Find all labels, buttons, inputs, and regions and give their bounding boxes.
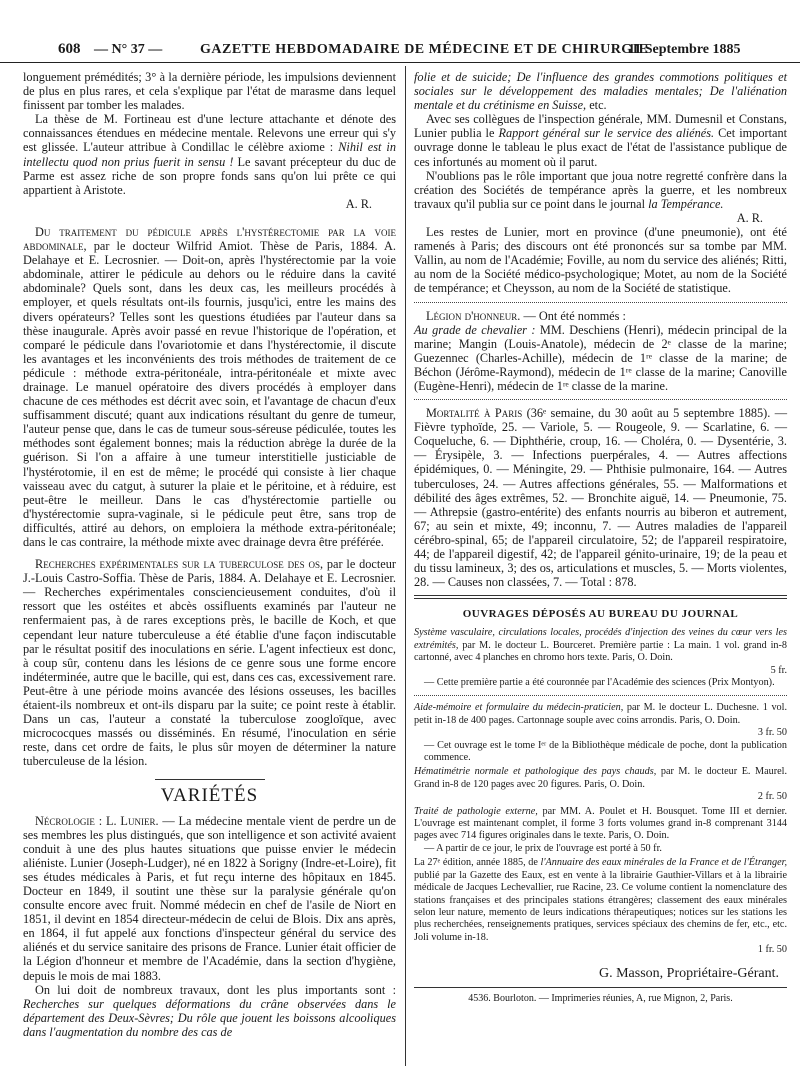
journal-name: la Tempérance. [648, 196, 724, 211]
divider [155, 779, 265, 780]
book-entry: Hématimétrie normale et pathologique des pays chauds, par M. le docteur E. Maurel. Grand in-8 de 120 pages avec 20 figures. Paris, O. Doin. 2 fr. 50 [414, 766, 788, 803]
paragraph: Avec ses collègues de l'inspection générale, MM. Dumesnil et Constans, Lunier publia le Rapport général sur le service des aliénés. Cet important ouvrage donne le tableau le plus exact de l'état de l'assistance publique de ces infortunés au moment où il parut. [414, 112, 788, 169]
issue-date: 11 Septembre 1885 [628, 42, 741, 57]
book-list [414, 627, 787, 956]
book-entry: Système vasculaire, circulations locales, procédés d'injection des veines du cœur vers les extrémités, par M. le docteur L. Bourceret. Première partie : La main. 1 vol. grand in-8 cartonné, avec 4 planches en chromo hors texte. Paris, O. Doin. 5 fr. — Cette première partie a été couronnée par l'Académie des sciences (Prix Montyon). [414, 627, 787, 688]
journal-title: GAZETTE HEBDOMADAIRE DE MÉDECINE ET DE CHIRURGIE [200, 42, 649, 57]
signature: A. R. [345, 196, 372, 211]
book-entry: Traité de pathologie externe, par MM. A. Poulet et H. Bousquet. Tome III et dernier. L'ouvrage est maintenant complet, il forme 3 forts volumes grand in-8 comprenant 3144 pages avec 714 figures originales dans le texte. Paris, O. Doin. — A partir de ce jour, le prix de l'ouvrage est porté à 50 fr. [414, 805, 788, 854]
left-column [23, 70, 396, 1039]
divider [414, 302, 787, 303]
section-title-varietes: VARIÉTÉS [160, 784, 259, 806]
review-tuberculose: Recherches expérimentales sur la tuberculose des os, par le docteur J.-Louis Castro-Soffia. Thèse de Paris, 1884. A. Delahaye et E. Lecrosnier. — Recherches expérimentales consciencieusement conduites, d'où il ressort que les ostéites et abcès ossifluents examinés par l'auteur ne renfermaient pas, à de rares exceptions près, le bacille de Koch, et que cependant leur nature tuberculeuse a été établie d'une façon indiscutable par le résultat positif des inoculations en série. L'agent infectieux est donc, à coup sûr, contenu dans les lésions de ce genre sous une forme encore indéterminée, autre que le bacille, qui est, dans ces cas, excessivement rare. Peut-être à une période moins avancée des lésions osseuses, les bacilles étaient-ils nombreux et ont-ils disparu par la suite; ce point reste à établir. Dans un cas, l'auteur a constaté la tuberculose zoogloïque, avec micrococques massés ou disséminés. En résumé, l'inoculation en série reste, dans cet ordre de faits, le plus sûr moyen de déterminer la nature tuberculeuse de la lésion. [23, 557, 396, 769]
paragraph: N'oublions pas le rôle important que joua notre regretté confrère dans la création des Sociétés de tempérance après la guerre, et les nombreux travaux qu'il publia sur ce point dans le journal la Tempérance. [414, 168, 787, 211]
works-list: Recherches sur quelques déformations du crâne observées dans le département des Deux-Sèvres; Du rôle que jouent les boissons alcooliques dans l'augmentation du nombre des cas de [23, 996, 396, 1039]
signature: A. R. [736, 210, 763, 225]
latin-quote: Nihil est in intellectu quod non prius fuerit in sensu ! [23, 140, 396, 169]
legion-heading: Légion d'honneur. [426, 308, 521, 323]
book-title: Rapport général sur le service des aliénés. [498, 126, 715, 141]
price: 50 fr. [640, 842, 662, 854]
section-title-ouvrages: OUVRAGES DÉPOSÉS AU BUREAU DU JOURNAL [462, 608, 739, 621]
book-entry: La 27ᵉ édition, année 1885, de l'Annuaire des eaux minérales de la France et de l'Étranger, publié par la Gazette des Eaux, est en vente à la librairie Gauthier-Villars et à la librairie médicale de Jacques Lechevallier, rue Racine, 23. Ce volume contient la nomenclature des stations françaises et des principales stations étrangères; classement des eaux minérales selon leur nature, memento de leurs indications thérapeutiques; notices sur les stations les plus recherchées, renseignements pratiques, services spéciaux des chemins de fer, etc., etc. Joli volume in-18. 1 fr. 50 [414, 857, 788, 956]
issue-number: — N° 37 — [94, 42, 163, 57]
necrology-heading: Nécrologie : L. Lunier. [35, 813, 159, 828]
review-heading: Recherches expérimentales sur la tuberculose des os, [35, 557, 324, 572]
mortality-heading: Mortalité à Paris [426, 406, 523, 421]
printer-line: 4536. Bourloton. — Imprimeries réunies, A, rue Mignon, 2, Paris. [414, 987, 787, 1006]
mortality-paragraph: Mortalité à Paris (36ᵉ semaine, du 30 août au 5 septembre 1885). — Fièvre typhoïde, 25. — Variole, 5. — Rougeole, 9. — Scarlatine, 6. — Coqueluche, 6. — Diphthérie, croup, 16. — Choléra, 0. — Dysentérie, 3. — Érysipèle, 3. — Infections puerpérales, 4. — Autres affections épidémiques, 0. — Méningite, 29. — Phthisie pulmonaire, 164. — Autres tuberculoses, 24. — Autres affections générales, 55. — Malformations et débilité des âges extrêmes, 52. — Bronchite aiguë, 14. — Pneumonie, 75. — Athrepsie (gastro-entérite) des enfants nourris au biberon et autrement, 67; au sein et mixte, 49; inconnu, 7. — Autres maladies de l'appareil cérébro-spinal, 65; de l'appareil circulatoire, 52; de l'appareil respiratoire, 44; de l'appareil digestif, 42; de l'appareil génito-urinaire, 19; de la peau et du tissu lamineux, 3; des os, articulations et muscles, 5. — Morts violentes, 28. — Causes non classées, 7. — Total : 878. [414, 406, 787, 590]
running-header [0, 36, 800, 63]
divider [414, 695, 787, 696]
double-divider [414, 595, 787, 599]
price: 1 fr. 50 [757, 944, 787, 956]
column-divider [405, 66, 406, 1066]
paragraph: longuement prémédités; 3° à la dernière période, les impulsions deviennent de plus en plus rares, et cela s'explique par l'état de marasme dans lequel finissent par tomber les malades. [23, 70, 396, 113]
price: 5 fr. [770, 664, 787, 676]
divider [414, 399, 787, 400]
price: 3 fr. 50 [757, 727, 787, 739]
necrology-paragraph: Nécrologie : L. Lunier. — La médecine mentale vient de perdre un de ses membres les plus distingués, que son intelligence et son activité avaient conduit à une des plus hautes situations que puisse envier le médecin aliéniste. Lunier (Joseph-Ludger), né en 1822 à Sorigny (Indre-et-Loire), fit ses études médicales à Paris, et fut reçu interne des hôpitaux en 1845. Docteur en 1849, il soutint une thèse sur la paralysie générale qu'on consulte encore avec fruit. Nommé médecin en chef de l'asile de Niort en 1851, il devint en 1854 directeur-médecin de celui de Blois. Dix ans après, en 1864, il fut appelé aux fonctions d'inspecteur général du service des aliénés et du service sanitaire des prisons de France. Lunier était officier de la Légion d'honneur et membre de l'Académie, dans la section d'hygiène, depuis le mois de mai 1883. [23, 813, 397, 983]
book-entry: Aide-mémoire et formulaire du médecin-praticien, par M. le docteur L. Duchesne. 1 vol. petit in-18 de 400 pages. Cartonnage souple avec coins arrondis. Paris, O. Doin. 3 fr. 50 — Cet ouvrage est le tome Iᵉʳ de la Bibliothèque médicale de poche, dont la publication commence. [414, 702, 788, 764]
works-paragraph: On lui doit de nombreux travaux, dont les plus importants sont : Recherches sur quelques déformations du crâne observées dans le département des Deux-Sèvres; Du rôle que jouent les boissons alcooliques dans l'augmentation du nombre des cas de [23, 982, 396, 1039]
publisher-signature: G. Masson, Propriétaire-Gérant. [598, 965, 779, 981]
paragraph: La thèse de M. Fortineau est d'une lecture attachante et dénote des connaissances étendues en médecine mentale. Relevons une erreur qui s'y est glissée. L'auteur attribue à Condillac le célèbre axiome : Nihil est in intellectu quod non prius fuerit in sensu ! Le savant précepteur du duc de Parme est assez riche de son propre fonds sans qu'on lui prête ce qui appartient à Aristote. [23, 112, 396, 197]
review-heading: Du traitement du pédicule après l'hystérectomie par la voie abdominale, [23, 224, 396, 254]
paragraph: folie et de suicide; De l'influence des grandes commotions politiques et sociales sur le développement des maladies mentales; De l'aliénation mentale et du crétinisme en Suisse, etc. [414, 70, 787, 113]
price: 2 fr. 50 [757, 791, 787, 803]
legion-honneur: Légion d'honneur. — Ont été nommés : Au grade de chevalier : MM. Deschiens (Henri), médecin principal de la marine; Mangin (Louis-Anatole), médecin de 2ᵉ classe de la marine; Guezennec (Charles-Achille), médecin de 1ʳᵉ classe de la marine; de Béchon (Jérôme-Raymond), médecin de 1ʳᵉ classe de la marine; Canoville (Eugène-Henri), médecin de 1ʳᵉ classe de la marine. [414, 308, 787, 393]
page-number: 608 [58, 41, 81, 57]
review-hysterectomie: Du traitement du pédicule après l'hystérectomie par la voie abdominale, par le docteur Wilfrid Amiot. Thèse de Paris, 1884. A. Delahaye et E. Lecrosnier. — Doit-on, après l'hystérectomie par la voie abdominale, attirer le pédicule au dehors ou le réduire dans la cavité abdominale? Quels sont, dans les deux cas, les meilleurs procédés à employer, et quels résultats ont-ils fournis, jusqu'ici, entre les mains des divers opérateurs? Telles sont les questions étudiées par l'auteur dans sa thèse inaugurale. Après avoir passé en revue l'historique de l'opération, et comparé le pédicule dans l'ovariotomie et dans l'hystérectomie, il discute les avantages et les inconvénients des trois méthodes de traitement de ce pédicule : méthode extra-péritonéale, intra-péritonéale et mixte avec drainage. Le manuel opératoire des divers procédés à employer dans chacune de ces méthodes est décrit avec soin, et l'avantage de chacun d'eux suffisamment discuté; quant aux indications résultant du genre de tumeur, l'auteur pense que, dans le cas de tumeur sous-séreuse pédiculée, toutes les méthodes sont également bonnes; mais la réduction abrège la durée de la guérison. Si l'on a affaire à une tumeur interstitielle justiciable de l'hystérotomie, il en est de même; le procédé qui consiste à lier chaque vaisseau avec du catgut, à suturer la plaie et le péritoine, et à réduire, est peut-être le meilleur. Dans le cas d'hystérectomie partielle ou d'hystérectomie supra-vaginale, si le pédicule peut être, sans trop de difficultés, attiré au dehors, on emploiera la méthode extra-péritonéale; dans le cas contraire, la méthode mixte avec drainage devra être préférée. [23, 224, 397, 549]
right-column [414, 70, 787, 1006]
paragraph: Les restes de Lunier, mort en province (d'une pneumonie), ont été ramenés à Paris; des discours ont été prononcés sur sa tombe par MM. Vallin, au nom de l'Académie; Foville, au nom du service des aliénés; Ritti, au nom de la Société médico-psychologique; Motet, au nom de la Société de tempérance; et Cheysson, au nom de la Société de statistique. [414, 225, 787, 296]
